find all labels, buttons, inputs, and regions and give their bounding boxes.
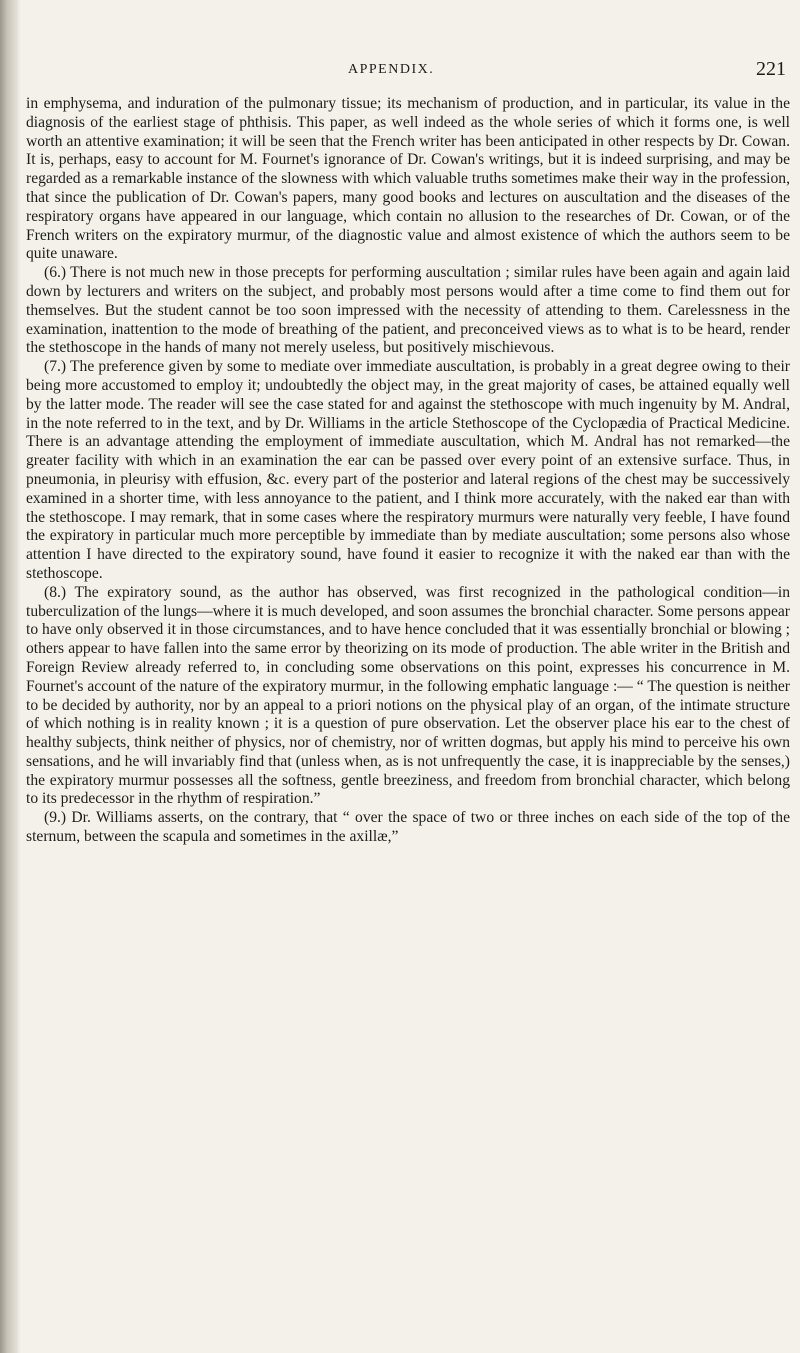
- paragraph-number: (7.): [44, 358, 67, 376]
- book-page: [20, 0, 800, 1353]
- paragraph-8: [26, 584, 790, 810]
- paragraph-9: [26, 809, 790, 847]
- paragraph-6: [26, 264, 790, 358]
- running-head-title: APPENDIX.: [348, 62, 435, 77]
- paragraph-continued: [26, 95, 790, 264]
- paragraph-text: Dr. Williams asserts, on the contrary, that “ over the space of two or three inches on each side of the top of the sternum, between the scapula and sometimes in the axillæ,”: [26, 809, 790, 846]
- running-head: [20, 58, 800, 86]
- paragraph-text: The preference given by some to mediate over immediate auscultation, is probably in a great degree owing to their being more accustomed to employ it; undoubtedly the object may, in the great majority of cases, be attained equally well by the latter mode. The reader will see the case stated for and against the stethoscope with much ingenuity by M. Andral, in the note referred to in the text, and by Dr. Williams in the article Stethoscope of the Cyclopædia of Practical Medicine. There is an advantage attending the employment of immediate auscultation, which M. Andral has not remarked—the greater facility with which in an examination the ear can be passed over every point of an extensive surface. Thus, in pneumonia, in pleurisy with effusion, &c. every part of the posterior and lateral regions of the chest may be successively examined in a shorter time, with less annoyance to the patient, and I think more accurately, with the naked ear than with the stethoscope. I may remark, that in some cases where the respiratory murmurs were naturally very feeble, I have found the expiratory in particular much more perceptible by immediate than by mediate auscultation; some persons also whose attention I have directed to the expiratory sound, have found it easier to recognize it with the naked ear than with the stethoscope.: [26, 358, 790, 582]
- paragraph-text: The expiratory sound, as the author has observed, was first recognized in the pathological condition—in tuberculization of the lungs—where it is much developed, and soon assumes the bronchial character. Some persons appear to have only observed it in those circumstances, and to have hence concluded that it was essentially bronchial or blowing ; others appear to have fallen into the same error by theorizing on its mode of production. The able writer in the British and Foreign Review already referred to, in concluding some observations on this point, expresses his concurrence in M. Fournet's account of the nature of the expiratory murmur, in the following emphatic language :— “ The question is neither to be decided by authority, nor by an appeal to a priori notions on the physical play of an organ, of the intimate structure of which nothing is in reality known ; it is a question of pure observation. Let the observer place his ear to the chest of healthy subjects, think neither of physics, nor of chemistry, nor of written dogmas, but apply his mind to perceive his own sensations, and he will invariably find that (unless when, as is not unfrequently the case, it is inappreciable by the senses,) the expiratory murmur possesses all the softness, gentle breeziness, and freedom from bronchial character, which belong to its predecessor in the rhythm of respiration.”: [26, 583, 791, 808]
- paragraph-text: There is not much new in those precepts for performing auscultation ; similar rules have been again and again laid down by lecturers and writers on the subject, and probably most persons would after a time come to find them out for themselves. But the student cannot be too soon impressed with the necessity of attending to them. Carelessness in the examination, inattention to the mode of breathing of the patient, and preconceived views as to what is to be heard, render the stethoscope in the hands of many not merely useless, but positively mischievous.: [26, 264, 790, 357]
- paragraph-7: [26, 358, 790, 584]
- paragraph-number: (6.): [44, 264, 67, 282]
- paragraph-number: (8.): [44, 583, 67, 601]
- page-number: 221: [756, 58, 786, 80]
- body-text: [26, 95, 790, 847]
- paragraph-text: in emphysema, and induration of the pulmonary tissue; its mechanism of production, and in particular, its value in the diagnosis of the earliest stage of phthisis. This paper, as well indeed as the whole series of which it forms one, is well worth an attentive examination; it will be seen that the French writer has been anticipated in other respects by Dr. Cowan. It is, perhaps, easy to account for M. Fournet's ignorance of Dr. Cowan's writings, but it is indeed surprising, and may be regarded as a remarkable instance of the slowness with which valuable truths sometimes make their way in the profession, that since the publication of Dr. Cowan's papers, many good books and lectures on auscultation and the diseases of the respiratory organs have appeared in our language, which contain no allusion to the researches of Dr. Cowan, or of the French writers on the expiratory murmur, of the diagnostic value and almost existence of which the authors seem to be quite unaware.: [26, 95, 790, 263]
- paragraph-number: (9.): [44, 809, 67, 827]
- page-binding-edge: [0, 0, 18, 1353]
